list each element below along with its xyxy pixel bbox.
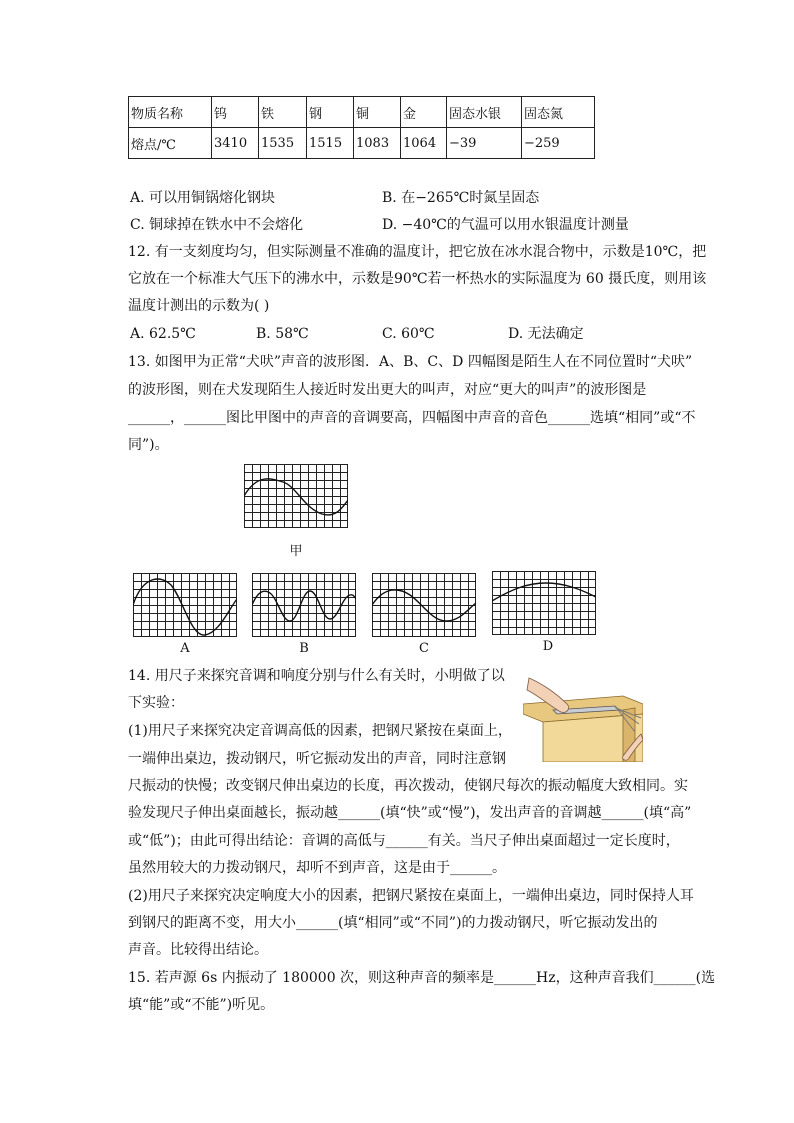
waveform-a	[133, 573, 237, 637]
table-cell: 铁	[259, 97, 307, 128]
q13-line-1: 13. 如图甲为正常“犬吠”声音的波形图．A、B、C、D 四幅图是陌生人在不同位置时“犬吠”	[128, 354, 693, 370]
q14-line-8: 虽然用较大的力拨动钢尺，却听不到声音，这是由于______。	[128, 860, 506, 876]
q13-line-3: ______，______图比甲图中的声音的音调要高，四幅图中声音的音色______选填“相同”或“不	[128, 410, 696, 426]
q14-line-5: 尺振动的快慢；改变钢尺伸出桌边的长度，再次拨动，使钢尺每次的振动幅度大致相同。实	[128, 778, 688, 794]
q11-option-c: C. 铜球掉在铁水中不会熔化	[130, 217, 304, 233]
q11-option-d: D. −40℃的气温可以用水银温度计测量	[382, 217, 629, 233]
waveform-c	[372, 573, 476, 637]
q12-line-1: 12. 有一支刻度均匀，但实际测量不准确的温度计，把它放在冰水混合物中，示数是10℃，把	[128, 244, 707, 260]
label-c: C	[419, 641, 429, 656]
ruler-vibration-illustration	[523, 674, 643, 762]
q14-line-2: 下实验：	[128, 695, 184, 711]
q12-line-3: 温度计测出的示数为( )	[128, 298, 270, 314]
q11-option-b: B. 在−265℃时氮呈固态	[382, 190, 540, 206]
table-row	[129, 128, 595, 159]
label-jia: 甲	[289, 544, 303, 559]
table-cell: 固态氮	[522, 97, 595, 128]
table-cell: 1515	[307, 128, 354, 159]
table-header-row	[129, 97, 595, 128]
q14-line-6: 验发现尺子伸出桌面越长，振动越______(填“快”或“慢”)，发出声音的音调越______(填“高”	[128, 805, 692, 821]
q14-line-4: 一端伸出桌边，拨动钢尺，听它振动发出的声音，同时注意钢	[128, 751, 506, 767]
q13-line-4: 同”)。	[128, 437, 169, 453]
label-d: D	[542, 639, 554, 654]
table-cell: 铜	[354, 97, 401, 128]
label-a: A	[180, 641, 190, 656]
table-cell: 1083	[354, 128, 401, 159]
q12-option-b: B. 58℃	[256, 326, 309, 342]
q15-line-1: 15. 若声源 6s 内振动了 180000 次，则这种声音的频率是______Hz，这种声音我们______(选	[128, 970, 716, 986]
q12-option-a: A. 62.5℃	[130, 326, 196, 342]
q14-line-10: 到钢尺的距离不变，用大小______(填“相同”或“不同”)的力拨动钢尺，听它振动发出的	[128, 915, 658, 931]
waveform-b	[252, 573, 356, 637]
table-cell: 熔点/℃	[129, 128, 212, 159]
label-b: B	[299, 641, 309, 656]
table-cell: 物质名称	[129, 97, 212, 128]
table-cell: 金	[401, 97, 447, 128]
q12-option-d: D. 无法确定	[508, 326, 584, 342]
table-cell: −259	[522, 128, 595, 159]
table-cell: 钨	[212, 97, 259, 128]
melting-point-table	[128, 96, 595, 159]
q14-line-9: (2)用尺子来探究决定响度大小的因素，把钢尺紧按在桌面上，一端伸出桌边，同时保持人耳	[128, 888, 694, 904]
waveform-jia	[244, 464, 348, 528]
q12-option-c: C. 60℃	[382, 326, 435, 342]
q12-line-2: 它放在一个标准大气压下的沸水中，示数是90℃若一杯热水的实际温度为 60 摄氏度，则用该	[128, 271, 707, 287]
table-cell: 钢	[307, 97, 354, 128]
table-cell: −39	[447, 128, 522, 159]
table-cell: 1535	[259, 128, 307, 159]
table-cell: 3410	[212, 128, 259, 159]
q14-line-1: 14. 用尺子来探究音调和响度分别与什么有关时，小明做了以	[128, 668, 505, 684]
q13-line-2: 的波形图，则在犬发现陌生人接近时发出更大的叫声，对应“更大的叫声”的波形图是	[128, 382, 647, 398]
q15-line-2: 填“能”或“不能”)听见。	[128, 997, 275, 1013]
q14-line-11: 声音。比较得出结论。	[128, 942, 268, 958]
q14-line-3: (1)用尺子来探究决定音调高低的因素，把钢尺紧按在桌面上，	[128, 723, 512, 739]
q11-option-a: A. 可以用铜锅熔化钢块	[130, 190, 276, 206]
waveform-d	[492, 571, 596, 635]
q14-line-7: 或“低”)；由此可得出结论：音调的高低与______有关。当尺子伸出桌面超过一定长度时，	[128, 833, 680, 849]
table-cell: 固态水银	[447, 97, 522, 128]
table-cell: 1064	[401, 128, 447, 159]
